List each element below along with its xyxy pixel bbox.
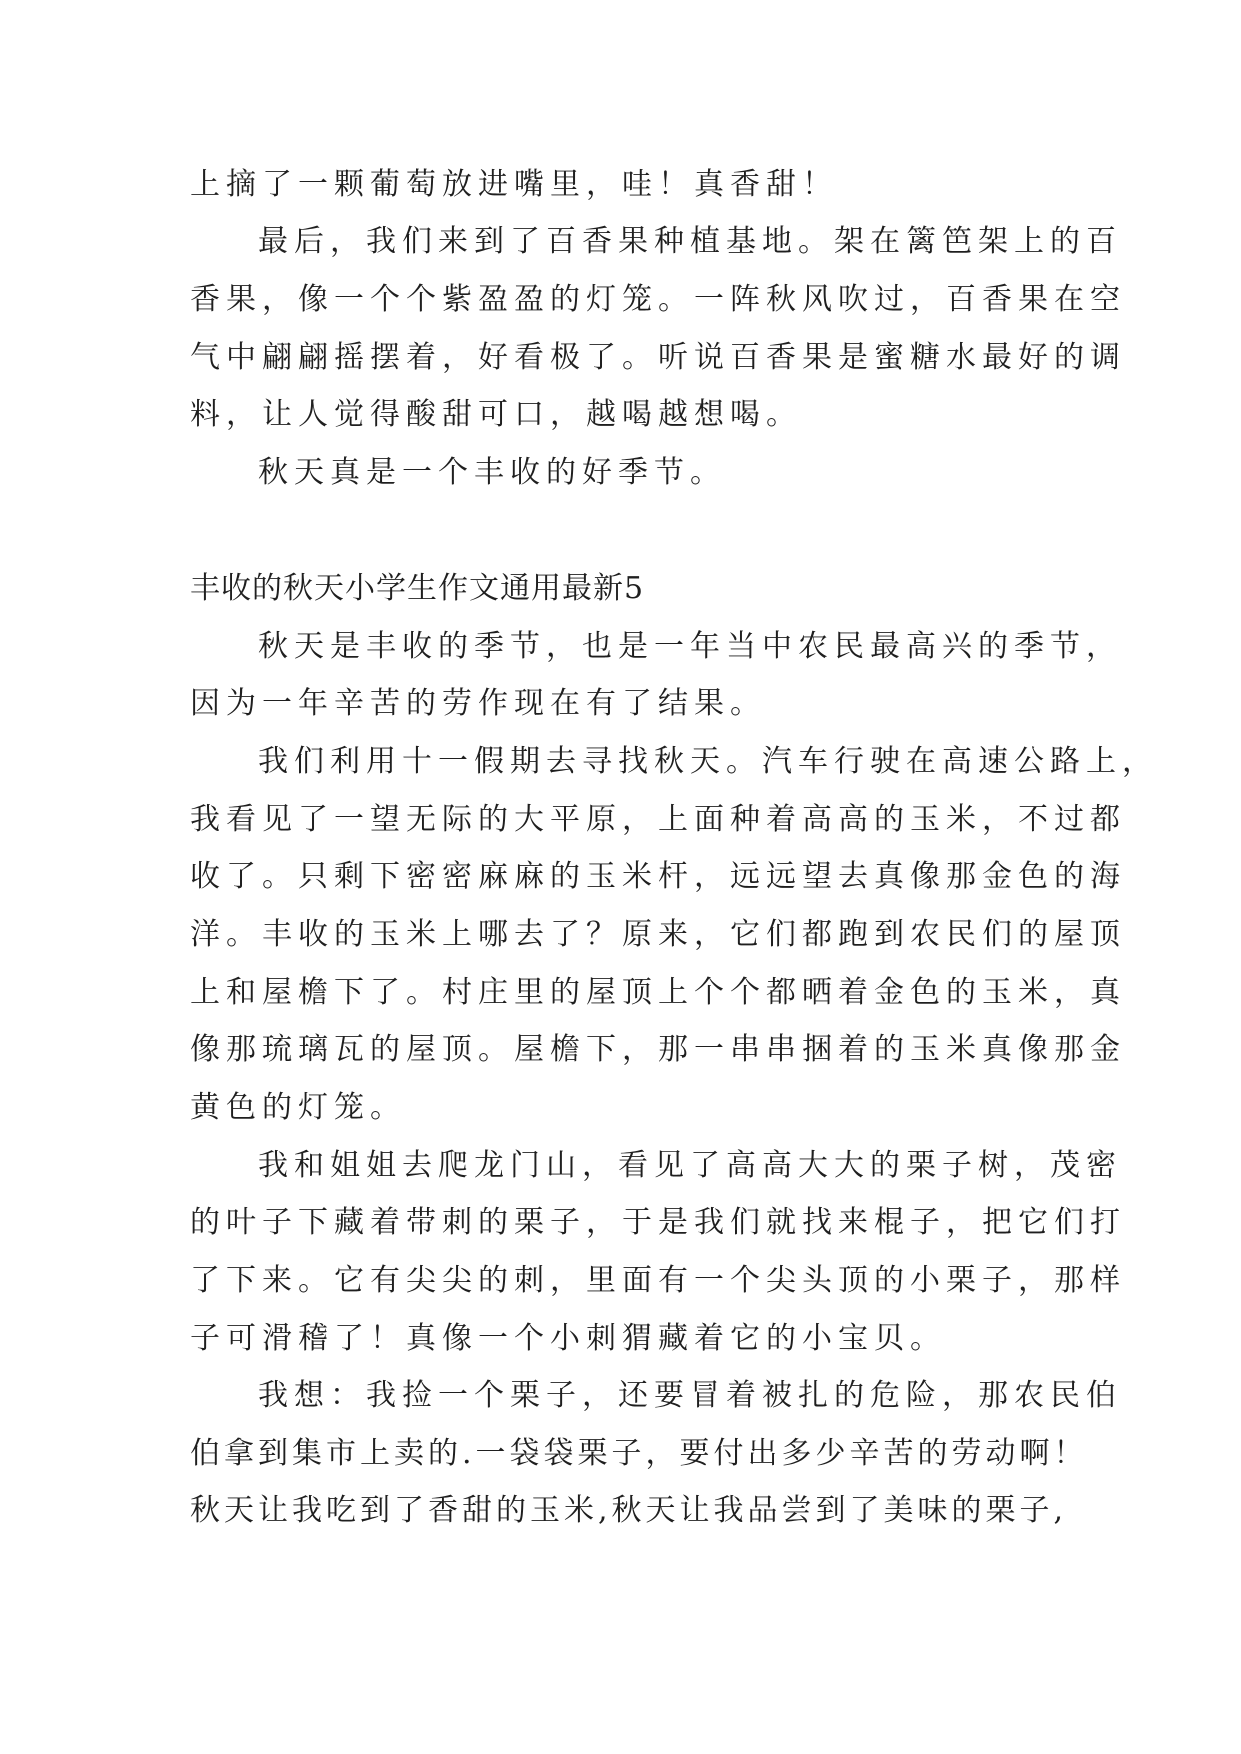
paragraph-start-line: 秋天真是一个丰收的好季节。 <box>258 455 726 490</box>
text-line: 的叶子下藏着带刺的栗子，于是我们就找来棍子，把它们打 <box>190 1205 1126 1240</box>
paragraph-start-line: 秋天是丰收的季节，也是一年当中农民最高兴的季节， <box>258 629 1122 664</box>
text-line: 伯拿到集市上卖的.一袋袋栗子，要付出多少辛苦的劳动啊！ <box>190 1436 1088 1471</box>
text-line: 香果，像一个个紫盈盈的灯笼。一阵秋风吹过，百香果在空 <box>190 282 1126 317</box>
text-line: 料，让人觉得酸甜可口，越喝越想喝。 <box>190 397 802 432</box>
section-heading: 丰收的秋天小学生作文通用最新5 <box>190 571 645 606</box>
text-line: 像那琉璃瓦的屋顶。屋檐下，那一串串捆着的玉米真像那金 <box>190 1032 1126 1067</box>
text-line: 洋。丰收的玉米上哪去了？原来，它们都跑到农民们的屋顶 <box>190 917 1126 952</box>
text-line: 气中翩翩摇摆着，好看极了。听说百香果是蜜糖水最好的调 <box>190 340 1126 375</box>
text-line: 我看见了一望无际的大平原，上面种着高高的玉米，不过都 <box>190 802 1126 837</box>
text-line: 黄色的灯笼。 <box>190 1090 406 1125</box>
text-line: 了下来。它有尖尖的刺，里面有一个尖头顶的小栗子，那样 <box>190 1263 1126 1298</box>
paragraph-start-line: 我和姐姐去爬龙门山，看见了高高大大的栗子树，茂密 <box>258 1148 1122 1183</box>
paragraph-start-line: 我想：我捡一个栗子，还要冒着被扎的危险，那农民伯 <box>258 1378 1122 1413</box>
text-line: 子可滑稽了！真像一个小刺猬藏着它的小宝贝。 <box>190 1321 946 1356</box>
paragraph-start-line: 最后，我们来到了百香果种植基地。架在篱笆架上的百 <box>258 224 1122 259</box>
text-line: 因为一年辛苦的劳作现在有了结果。 <box>190 686 766 721</box>
text-line: 收了。只剩下密密麻麻的玉米杆，远远望去真像那金色的海 <box>190 859 1126 894</box>
text-line: 上摘了一颗葡萄放进嘴里，哇！真香甜！ <box>190 167 838 202</box>
paragraph-start-line: 我们利用十一假期去寻找秋天。汽车行驶在高速公路上， <box>258 744 1158 779</box>
text-line: 上和屋檐下了。村庄里的屋顶上个个都晒着金色的玉米，真 <box>190 975 1126 1010</box>
text-line: 秋天让我吃到了香甜的玉米,秋天让我品尝到了美味的栗子, <box>190 1493 1068 1528</box>
